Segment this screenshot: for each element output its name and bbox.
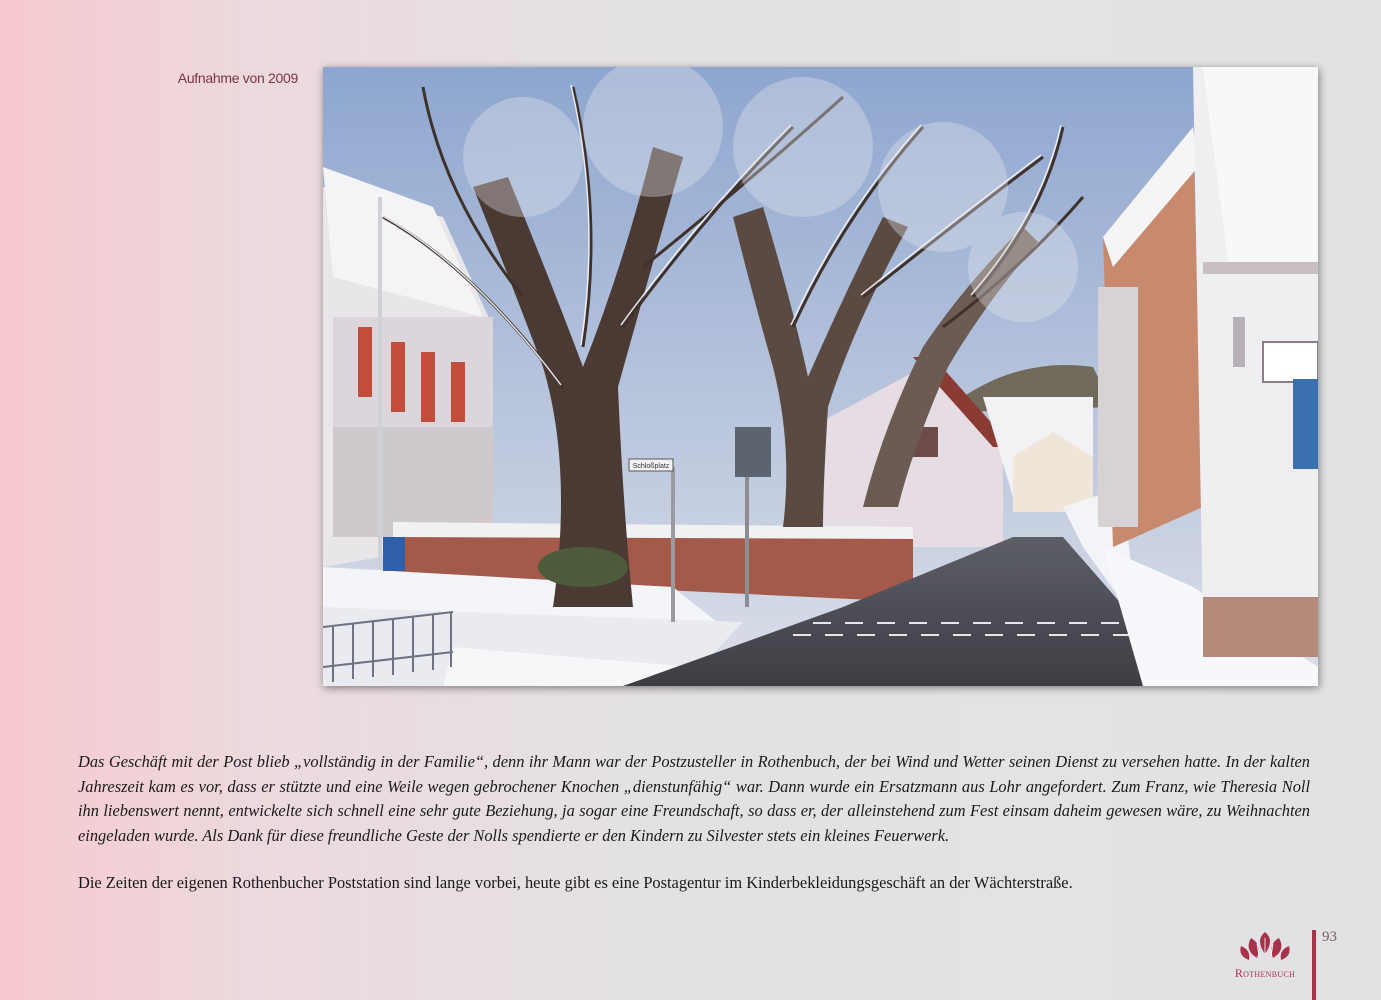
page-number: 93	[1322, 929, 1337, 945]
normal-paragraph: Die Zeiten der eigenen Rothenbucher Poststation sind lange vorbei, heute gibt es eine Postagentur im Kinderbekleidungsgeschäft an der Wächterstraße.	[78, 873, 1073, 892]
leaf-crest-icon	[1235, 930, 1295, 964]
footer-divider	[1312, 930, 1316, 1000]
italic-paragraph: Das Geschäft mit der Post blieb „vollständig in der Familie“, denn ihr Mann war der Postzusteller in Rothenbuch, der bei Wind und Wetter seinen Dienst zu versehen hatte. In der kalten Jahreszeit kam es vor, dass er stützte und eine Weile wegen gebrochener Knochen „dienstunfähig“ war. Dann wurde ein Ersatzmann aus Lohr angefordert. Zum Franz, wie Theresia Noll ihn liebenswert nennt, entwickelte sich schnell eine sehr gute Beziehung, ja sogar eine Freundschaft, so dass er, der alleinstehend zum Fest einsam daheim gewesen wäre, zu Weihnachten eingeladen wurde. Als Dank für diese freundliche Geste der Nolls spendierte er den Kindern zu Silvester stets ein kleines Feuerwerk.	[78, 752, 1310, 845]
winter-street-photo	[323, 67, 1318, 686]
logo-text: Rothenbuch	[1234, 966, 1296, 980]
rothenbuch-logo	[1222, 930, 1308, 980]
body-text	[78, 750, 1310, 895]
street-sign-label: Schloßplatz	[632, 463, 670, 470]
photo-caption: Aufnahme von 2009	[177, 70, 298, 86]
